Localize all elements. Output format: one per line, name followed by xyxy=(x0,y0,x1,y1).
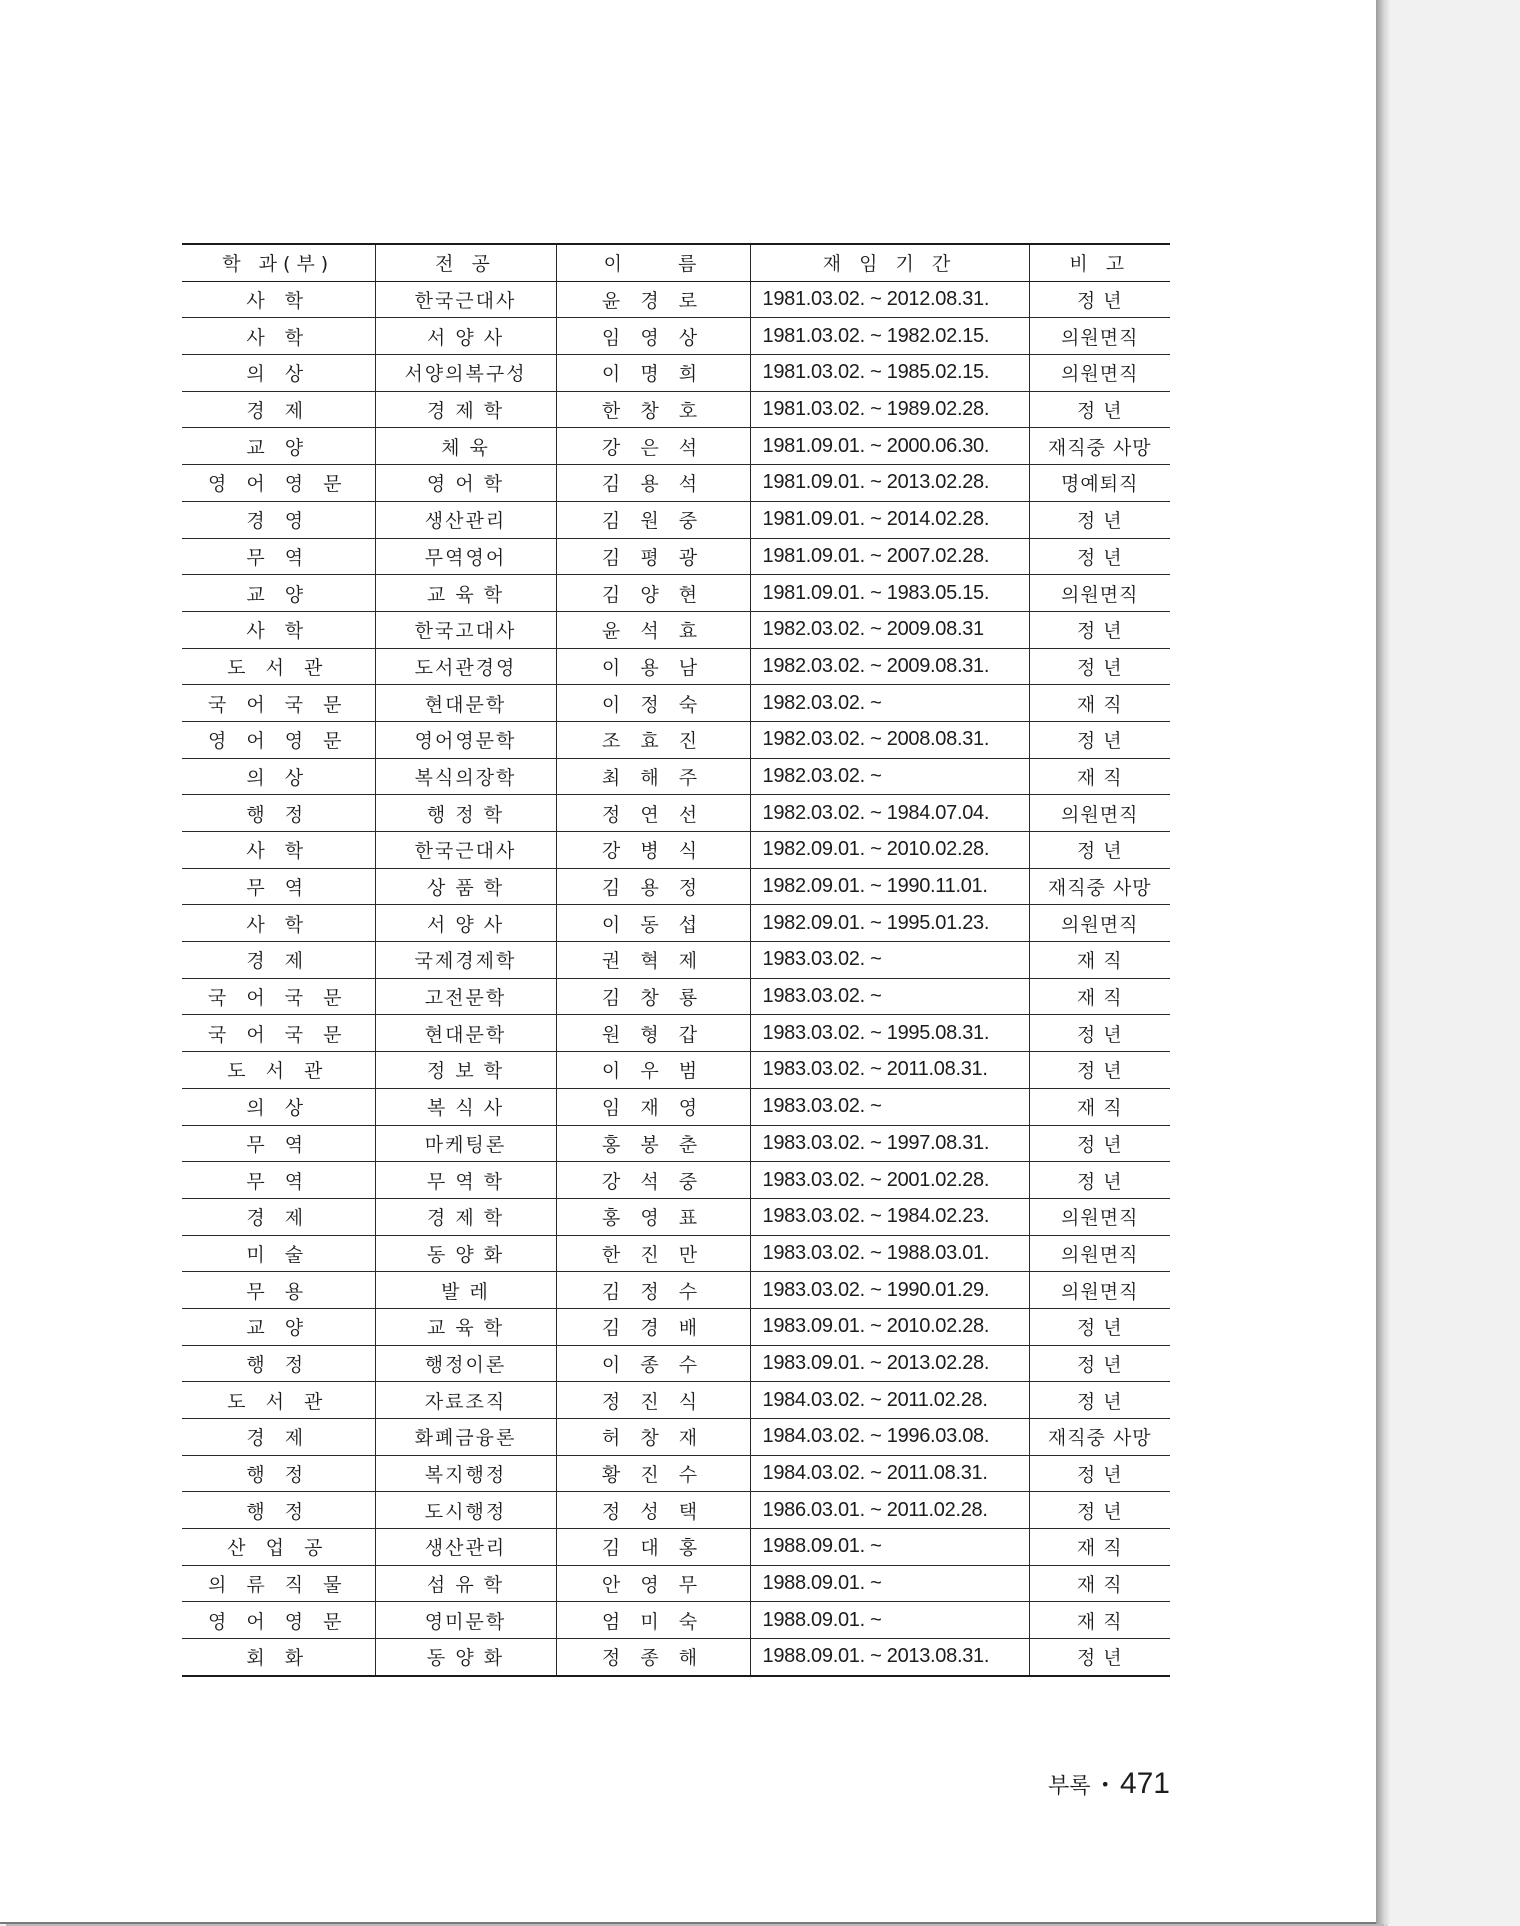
cell-major: 도서관경영 xyxy=(375,648,556,685)
cell-tenure-period: 1981.09.01. ~ 2013.02.28. xyxy=(750,465,1029,502)
cell-tenure-period: 1983.03.02. ~ xyxy=(750,942,1029,979)
cell-department: 도 서 관 xyxy=(182,648,375,685)
cell-major: 경 제 학 xyxy=(375,1198,556,1235)
cell-major: 행정이론 xyxy=(375,1345,556,1382)
cell-department: 회 화 xyxy=(182,1639,375,1676)
cell-tenure-period: 1982.09.01. ~ 2010.02.28. xyxy=(750,832,1029,869)
cell-tenure-period: 1982.09.01. ~ 1990.11.01. xyxy=(750,868,1029,905)
cell-name: 윤 석 효 xyxy=(556,611,750,648)
cell-remarks: 명예퇴직 xyxy=(1029,465,1170,502)
header-name: 이 름 xyxy=(556,244,750,281)
cell-tenure-period: 1981.03.02. ~ 1989.02.28. xyxy=(750,391,1029,428)
cell-tenure-period: 1983.03.02. ~ 1995.08.31. xyxy=(750,1015,1029,1052)
cell-remarks: 정 년 xyxy=(1029,832,1170,869)
footer-section-label: 부록 xyxy=(1047,1773,1091,1799)
cell-tenure-period: 1981.03.02. ~ 1982.02.15. xyxy=(750,318,1029,355)
cell-name: 원 형 갑 xyxy=(556,1015,750,1052)
header-major: 전 공 xyxy=(375,244,556,281)
cell-remarks: 정 년 xyxy=(1029,1162,1170,1199)
cell-department: 경 제 xyxy=(182,1419,375,1456)
cell-department: 사 학 xyxy=(182,281,375,318)
cell-name: 이 동 섭 xyxy=(556,905,750,942)
cell-major: 복지행정 xyxy=(375,1455,556,1492)
cell-tenure-period: 1988.09.01. ~ xyxy=(750,1602,1029,1639)
page-number: 471 xyxy=(1119,1767,1170,1800)
cell-major: 서양의복구성 xyxy=(375,355,556,392)
table-row xyxy=(182,501,1170,538)
cell-name: 정 진 식 xyxy=(556,1382,750,1419)
cell-name: 안 영 무 xyxy=(556,1565,750,1602)
cell-major: 자료조직 xyxy=(375,1382,556,1419)
cell-remarks: 의원면직 xyxy=(1029,1272,1170,1309)
cell-remarks: 정 년 xyxy=(1029,1015,1170,1052)
cell-tenure-period: 1988.09.01. ~ xyxy=(750,1565,1029,1602)
table-row xyxy=(182,1382,1170,1419)
cell-tenure-period: 1983.03.02. ~ 1984.02.23. xyxy=(750,1198,1029,1235)
cell-department: 영 어 영 문 xyxy=(182,721,375,758)
table-row xyxy=(182,1125,1170,1162)
table-body xyxy=(182,281,1170,1676)
header-remarks: 비 고 xyxy=(1029,244,1170,281)
cell-department: 도 서 관 xyxy=(182,1382,375,1419)
cell-major: 경 제 학 xyxy=(375,391,556,428)
cell-tenure-period: 1988.09.01. ~ 2013.08.31. xyxy=(750,1639,1029,1676)
table-row xyxy=(182,1198,1170,1235)
cell-tenure-period: 1983.09.01. ~ 2010.02.28. xyxy=(750,1308,1029,1345)
cell-department: 교 양 xyxy=(182,575,375,612)
table-row xyxy=(182,648,1170,685)
cell-name: 김 양 현 xyxy=(556,575,750,612)
cell-tenure-period: 1983.03.02. ~ xyxy=(750,978,1029,1015)
cell-tenure-period: 1983.03.02. ~ 2001.02.28. xyxy=(750,1162,1029,1199)
cell-department: 국 어 국 문 xyxy=(182,978,375,1015)
cell-name: 조 효 진 xyxy=(556,721,750,758)
cell-major: 체 육 xyxy=(375,428,556,465)
cell-department: 도 서 관 xyxy=(182,1052,375,1089)
table-row xyxy=(182,795,1170,832)
table-header-row xyxy=(182,244,1170,281)
cell-remarks: 재직중 사망 xyxy=(1029,428,1170,465)
cell-tenure-period: 1983.03.02. ~ 1988.03.01. xyxy=(750,1235,1029,1272)
cell-tenure-period: 1983.03.02. ~ xyxy=(750,1088,1029,1125)
cell-name: 강 병 식 xyxy=(556,832,750,869)
cell-tenure-period: 1982.03.02. ~ 2009.08.31. xyxy=(750,648,1029,685)
cell-department: 사 학 xyxy=(182,832,375,869)
cell-tenure-period: 1981.09.01. ~ 2000.06.30. xyxy=(750,428,1029,465)
cell-remarks: 재직중 사망 xyxy=(1029,868,1170,905)
cell-major: 상 품 학 xyxy=(375,868,556,905)
cell-name: 김 용 정 xyxy=(556,868,750,905)
cell-name: 김 경 배 xyxy=(556,1308,750,1345)
cell-tenure-period: 1984.03.02. ~ 1996.03.08. xyxy=(750,1419,1029,1456)
cell-major: 교 육 학 xyxy=(375,1308,556,1345)
cell-name: 이 정 숙 xyxy=(556,685,750,722)
table-row xyxy=(182,1162,1170,1199)
table-row xyxy=(182,1272,1170,1309)
cell-name: 엄 미 숙 xyxy=(556,1602,750,1639)
cell-remarks: 의원면직 xyxy=(1029,318,1170,355)
cell-department: 경 제 xyxy=(182,942,375,979)
table-row xyxy=(182,1565,1170,1602)
cell-tenure-period: 1982.03.02. ~ 2008.08.31. xyxy=(750,721,1029,758)
cell-tenure-period: 1982.03.02. ~ xyxy=(750,758,1029,795)
cell-department: 경 제 xyxy=(182,1198,375,1235)
cell-tenure-period: 1984.03.02. ~ 2011.08.31. xyxy=(750,1455,1029,1492)
cell-major: 영미문학 xyxy=(375,1602,556,1639)
cell-remarks: 정 년 xyxy=(1029,501,1170,538)
cell-department: 행 정 xyxy=(182,1455,375,1492)
cell-tenure-period: 1984.03.02. ~ 2011.02.28. xyxy=(750,1382,1029,1419)
table-row xyxy=(182,611,1170,648)
table-row xyxy=(182,1052,1170,1089)
cell-name: 윤 경 로 xyxy=(556,281,750,318)
cell-tenure-period: 1982.03.02. ~ xyxy=(750,685,1029,722)
cell-name: 이 용 남 xyxy=(556,648,750,685)
table-row xyxy=(182,1639,1170,1676)
cell-major: 행 정 학 xyxy=(375,795,556,832)
cell-remarks: 재 직 xyxy=(1029,1088,1170,1125)
cell-name: 임 영 상 xyxy=(556,318,750,355)
cell-department: 국 어 국 문 xyxy=(182,685,375,722)
cell-tenure-period: 1986.03.01. ~ 2011.02.28. xyxy=(750,1492,1029,1529)
cell-department: 의 상 xyxy=(182,1088,375,1125)
cell-tenure-period: 1982.09.01. ~ 1995.01.23. xyxy=(750,905,1029,942)
cell-major: 교 육 학 xyxy=(375,575,556,612)
cell-major: 한국근대사 xyxy=(375,832,556,869)
cell-remarks: 의원면직 xyxy=(1029,1198,1170,1235)
cell-remarks: 의원면직 xyxy=(1029,575,1170,612)
cell-name: 이 우 범 xyxy=(556,1052,750,1089)
cell-major: 생산관리 xyxy=(375,1529,556,1566)
cell-department: 행 정 xyxy=(182,795,375,832)
cell-name: 김 정 수 xyxy=(556,1272,750,1309)
cell-name: 한 창 호 xyxy=(556,391,750,428)
cell-major: 한국근대사 xyxy=(375,281,556,318)
table-row xyxy=(182,1602,1170,1639)
table-row xyxy=(182,721,1170,758)
cell-remarks: 재 직 xyxy=(1029,1602,1170,1639)
cell-name: 홍 봉 춘 xyxy=(556,1125,750,1162)
cell-name: 임 재 영 xyxy=(556,1088,750,1125)
cell-major: 국제경제학 xyxy=(375,942,556,979)
table-row xyxy=(182,1235,1170,1272)
cell-department: 사 학 xyxy=(182,905,375,942)
cell-major: 정 보 학 xyxy=(375,1052,556,1089)
cell-department: 미 술 xyxy=(182,1235,375,1272)
table-row xyxy=(182,391,1170,428)
cell-remarks: 정 년 xyxy=(1029,1345,1170,1382)
page-footer xyxy=(1048,1767,1170,1801)
cell-department: 국 어 국 문 xyxy=(182,1015,375,1052)
cell-name: 김 대 홍 xyxy=(556,1529,750,1566)
cell-remarks: 재 직 xyxy=(1029,1565,1170,1602)
cell-department: 의 류 직 물 xyxy=(182,1565,375,1602)
cell-name: 홍 영 표 xyxy=(556,1198,750,1235)
table-row xyxy=(182,685,1170,722)
cell-tenure-period: 1983.03.02. ~ 1997.08.31. xyxy=(750,1125,1029,1162)
footer-bullet: • xyxy=(1100,1774,1110,1794)
table-row xyxy=(182,428,1170,465)
cell-tenure-period: 1982.03.02. ~ 2009.08.31 xyxy=(750,611,1029,648)
table-row xyxy=(182,318,1170,355)
cell-department: 의 상 xyxy=(182,355,375,392)
cell-major: 서 양 사 xyxy=(375,318,556,355)
cell-major: 동 양 화 xyxy=(375,1639,556,1676)
cell-name: 최 해 주 xyxy=(556,758,750,795)
cell-remarks: 정 년 xyxy=(1029,721,1170,758)
cell-tenure-period: 1983.03.02. ~ 1990.01.29. xyxy=(750,1272,1029,1309)
cell-major: 복 식 사 xyxy=(375,1088,556,1125)
cell-remarks: 재직중 사망 xyxy=(1029,1419,1170,1456)
cell-major: 도시행정 xyxy=(375,1492,556,1529)
cell-major: 발 레 xyxy=(375,1272,556,1309)
cell-remarks: 정 년 xyxy=(1029,1492,1170,1529)
table-row xyxy=(182,575,1170,612)
cell-major: 동 양 화 xyxy=(375,1235,556,1272)
table-row xyxy=(182,355,1170,392)
cell-name: 허 창 재 xyxy=(556,1419,750,1456)
cell-remarks: 의원면직 xyxy=(1029,1235,1170,1272)
cell-department: 교 양 xyxy=(182,428,375,465)
cell-tenure-period: 1981.03.02. ~ 2012.08.31. xyxy=(750,281,1029,318)
cell-name: 한 진 만 xyxy=(556,1235,750,1272)
cell-name: 김 평 광 xyxy=(556,538,750,575)
header-tenure-period: 재 임 기 간 xyxy=(750,244,1029,281)
cell-name: 김 원 중 xyxy=(556,501,750,538)
cell-major: 복식의장학 xyxy=(375,758,556,795)
cell-major: 섬 유 학 xyxy=(375,1565,556,1602)
cell-department: 교 양 xyxy=(182,1308,375,1345)
cell-remarks: 정 년 xyxy=(1029,281,1170,318)
table-row xyxy=(182,1088,1170,1125)
cell-remarks: 재 직 xyxy=(1029,1529,1170,1566)
cell-remarks: 재 직 xyxy=(1029,758,1170,795)
table-row xyxy=(182,1529,1170,1566)
table-row xyxy=(182,281,1170,318)
cell-tenure-period: 1981.09.01. ~ 2014.02.28. xyxy=(750,501,1029,538)
table-row xyxy=(182,905,1170,942)
cell-remarks: 정 년 xyxy=(1029,1125,1170,1162)
cell-major: 현대문학 xyxy=(375,685,556,722)
cell-department: 산 업 공 xyxy=(182,1529,375,1566)
cell-department: 영 어 영 문 xyxy=(182,1602,375,1639)
cell-name: 정 연 선 xyxy=(556,795,750,832)
cell-major: 현대문학 xyxy=(375,1015,556,1052)
cell-department: 행 정 xyxy=(182,1492,375,1529)
cell-name: 강 은 석 xyxy=(556,428,750,465)
cell-remarks: 정 년 xyxy=(1029,611,1170,648)
cell-department: 행 정 xyxy=(182,1345,375,1382)
cell-remarks: 정 년 xyxy=(1029,391,1170,428)
table-row xyxy=(182,1015,1170,1052)
cell-remarks: 정 년 xyxy=(1029,1639,1170,1676)
cell-major: 고전문학 xyxy=(375,978,556,1015)
cell-major: 마케팅론 xyxy=(375,1125,556,1162)
table-row xyxy=(182,758,1170,795)
table-row xyxy=(182,868,1170,905)
cell-name: 정 성 택 xyxy=(556,1492,750,1529)
cell-remarks: 정 년 xyxy=(1029,1308,1170,1345)
cell-tenure-period: 1981.03.02. ~ 1985.02.15. xyxy=(750,355,1029,392)
cell-major: 무역영어 xyxy=(375,538,556,575)
cell-name: 황 진 수 xyxy=(556,1455,750,1492)
page-edge-shadow xyxy=(1376,0,1390,1924)
cell-name: 김 창 룡 xyxy=(556,978,750,1015)
table-row xyxy=(182,465,1170,502)
table-row xyxy=(182,538,1170,575)
cell-remarks: 재 직 xyxy=(1029,978,1170,1015)
cell-major: 생산관리 xyxy=(375,501,556,538)
cell-department: 무 역 xyxy=(182,1162,375,1199)
cell-department: 무 용 xyxy=(182,1272,375,1309)
cell-major: 영 어 학 xyxy=(375,465,556,502)
table-row xyxy=(182,942,1170,979)
table-row xyxy=(182,1492,1170,1529)
cell-name: 이 종 수 xyxy=(556,1345,750,1382)
cell-remarks: 의원면직 xyxy=(1029,905,1170,942)
cell-department: 경 영 xyxy=(182,501,375,538)
header-department: 학 과(부) xyxy=(182,244,375,281)
cell-tenure-period: 1988.09.01. ~ xyxy=(750,1529,1029,1566)
cell-tenure-period: 1982.03.02. ~ 1984.07.04. xyxy=(750,795,1029,832)
cell-remarks: 정 년 xyxy=(1029,648,1170,685)
cell-major: 한국고대사 xyxy=(375,611,556,648)
cell-major: 화폐금융론 xyxy=(375,1419,556,1456)
cell-department: 영 어 영 문 xyxy=(182,465,375,502)
faculty-table xyxy=(182,243,1170,1677)
table-row xyxy=(182,1345,1170,1382)
table-row xyxy=(182,1419,1170,1456)
cell-remarks: 정 년 xyxy=(1029,1052,1170,1089)
cell-department: 무 역 xyxy=(182,1125,375,1162)
cell-name: 정 종 해 xyxy=(556,1639,750,1676)
cell-remarks: 의원면직 xyxy=(1029,795,1170,832)
cell-remarks: 정 년 xyxy=(1029,1382,1170,1419)
cell-department: 경 제 xyxy=(182,391,375,428)
cell-tenure-period: 1983.03.02. ~ 2011.08.31. xyxy=(750,1052,1029,1089)
cell-tenure-period: 1981.09.01. ~ 2007.02.28. xyxy=(750,538,1029,575)
cell-major: 영어영문학 xyxy=(375,721,556,758)
cell-major: 무 역 학 xyxy=(375,1162,556,1199)
cell-name: 강 석 중 xyxy=(556,1162,750,1199)
table-row xyxy=(182,1455,1170,1492)
cell-department: 사 학 xyxy=(182,611,375,648)
table-row xyxy=(182,832,1170,869)
cell-remarks: 정 년 xyxy=(1029,538,1170,575)
table-row xyxy=(182,978,1170,1015)
cell-tenure-period: 1981.09.01. ~ 1983.05.15. xyxy=(750,575,1029,612)
cell-department: 무 역 xyxy=(182,868,375,905)
cell-remarks: 재 직 xyxy=(1029,685,1170,722)
cell-tenure-period: 1983.09.01. ~ 2013.02.28. xyxy=(750,1345,1029,1382)
cell-remarks: 재 직 xyxy=(1029,942,1170,979)
cell-department: 사 학 xyxy=(182,318,375,355)
cell-major: 서 양 사 xyxy=(375,905,556,942)
cell-department: 의 상 xyxy=(182,758,375,795)
cell-remarks: 의원면직 xyxy=(1029,355,1170,392)
cell-department: 무 역 xyxy=(182,538,375,575)
cell-name: 권 혁 제 xyxy=(556,942,750,979)
cell-remarks: 정 년 xyxy=(1029,1455,1170,1492)
table-row xyxy=(182,1308,1170,1345)
cell-name: 이 명 희 xyxy=(556,355,750,392)
cell-name: 김 용 석 xyxy=(556,465,750,502)
